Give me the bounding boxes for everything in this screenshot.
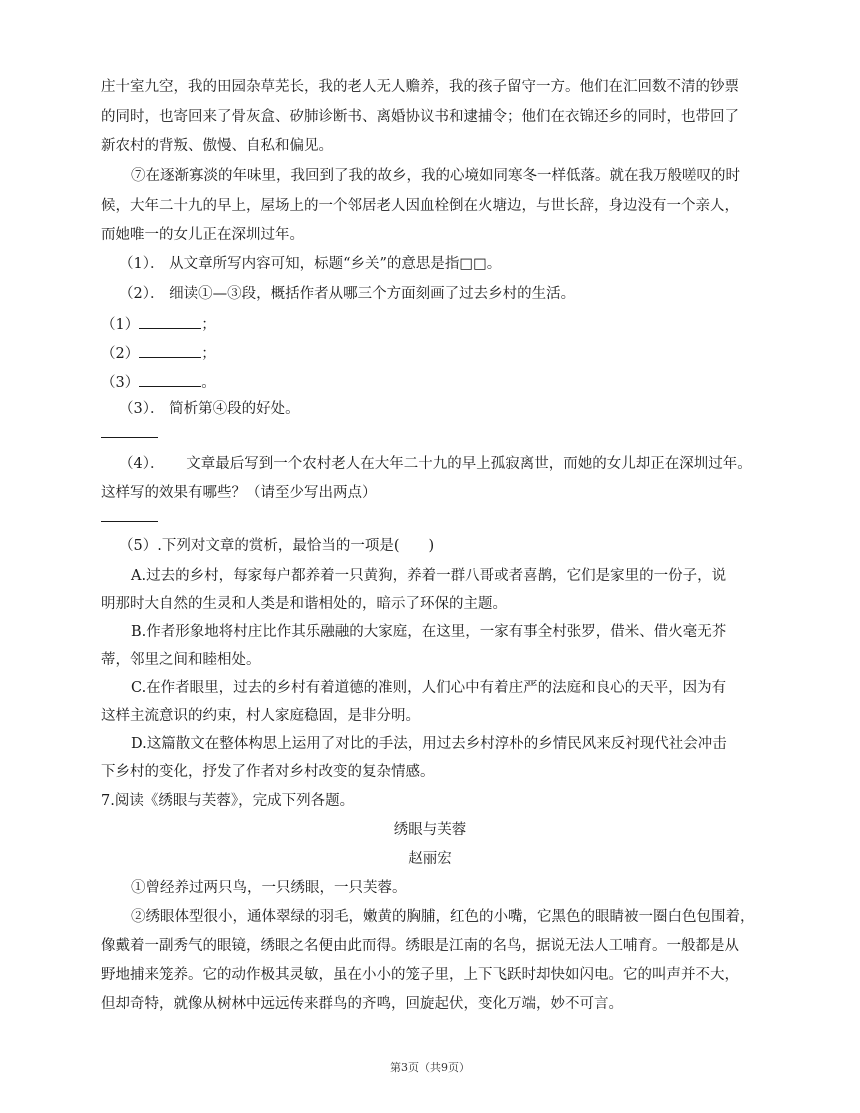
answer-prefix: （3）	[101, 375, 140, 391]
question-7: 7.阅读《绣眼与芙蓉》，完成下列各题。	[101, 793, 355, 809]
answer-suffix: 。	[201, 375, 216, 391]
answer-prefix: （1）	[101, 317, 140, 333]
answer-blank[interactable]	[139, 313, 201, 329]
option-c: C.在作者眼里，过去的乡村有着道德的准则，人们心中有着庄严的法庭和良心的天平，因为有	[131, 680, 727, 696]
article-paragraph-1: ①曾经养过两只鸟，一只绣眼，一只芙蓉。	[131, 880, 407, 896]
option-b-cont: 蒂，邻里之间和睦相处。	[101, 652, 261, 668]
answer-suffix: ；	[201, 317, 216, 333]
question-4-cont: 这样写的效果有哪些？（请至少写出两点）	[101, 485, 377, 501]
question-5: （5）.下列对文章的赏析，最恰当的一项是( )	[119, 538, 435, 554]
answer-suffix: ；	[201, 346, 216, 362]
text-line: 候，大年二十九的早上，屋场上的一个邻居老人因血栓倒在火塘边，与世长辞，身边没有一个亲人，	[101, 198, 739, 214]
answer-prefix: （2）	[101, 346, 140, 362]
article-title: 绣眼与芙蓉	[393, 822, 467, 838]
text-line: 新农村的背叛、傲慢、自私和偏见。	[101, 138, 333, 154]
question-1: （1）． 从文章所写内容可知，标题“乡关”的意思是指□□。	[119, 256, 502, 272]
answer-blank-line[interactable]	[101, 437, 158, 438]
answer-blank-line[interactable]	[101, 521, 158, 522]
text-line: 野地捕来笼养。它的动作极其灵敏，虽在小小的笼子里，上下飞跃时却快如闪电。它的叫声并不大，	[101, 967, 739, 983]
option-b: B.作者形象地将村庄比作其乐融融的大家庭，在这里，一家有事全村张罗，借米、借火毫无芥	[131, 624, 727, 640]
question-4: （4）． 文章最后写到一个农村老人在大年二十九的早上孤寂离世，而她的女儿却正在深圳过年。	[119, 456, 752, 472]
option-d: D.这篇散文在整体构思上运用了对比的手法，用过去乡村淳朴的乡情民风来反衬现代社会冲击	[131, 736, 727, 752]
option-d-cont: 下乡村的变化，抒发了作者对乡村改变的复杂情感。	[101, 764, 435, 780]
option-a: A.过去的乡村，每家每户都养着一只黄狗，养着一群八哥或者喜鹊，它们是家里的一份子，说	[131, 568, 727, 584]
article-paragraph-2: ②绣眼体型很小，通体翠绿的羽毛，嫩黄的胸脯，红色的小嘴，它黑色的眼睛被一圈白色包围着，	[131, 909, 755, 925]
article-author: 赵丽宏	[408, 851, 452, 867]
text-line: ⑦在逐渐寡淡的年味里，我回到了我的故乡，我的心境如同寒冬一样低落。就在我万般嗟叹的时	[131, 168, 740, 184]
answer-line-1	[101, 313, 216, 335]
answer-line-2	[101, 342, 216, 364]
page-footer: 第3页（共9页）	[390, 1061, 470, 1074]
text-line: 庄十室九空，我的田园杂草芜长，我的老人无人赡养，我的孩子留守一方。他们在汇回数不清的钞票	[101, 79, 739, 95]
option-a-cont: 明那时大自然的生灵和人类是和谐相处的，暗示了环保的主题。	[101, 596, 507, 612]
option-c-cont: 这样主流意识的约束，村人家庭稳固，是非分明。	[101, 708, 420, 724]
text-line: 但却奇特，就像从树林中远远传来群鸟的齐鸣，回旋起伏，变化万端，妙不可言。	[101, 996, 623, 1012]
answer-blank[interactable]	[139, 371, 201, 387]
answer-blank[interactable]	[139, 342, 201, 358]
question-3: （3）． 简析第④段的好处。	[119, 401, 300, 417]
text-line: 像戴着一副秀气的眼镜，绣眼之名便由此而得。绣眼是江南的名鸟，据说无法人工哺育。一般都是从	[101, 938, 739, 954]
text-line: 的同时，也寄回来了骨灰盒、矽肺诊断书、离婚协议书和逮捕令；他们在衣锦还乡的同时，也带回了	[101, 109, 739, 125]
question-2: （2）． 细读①—③段，概括作者从哪三个方面刻画了过去乡村的生活。	[119, 286, 576, 302]
text-line: 而她唯一的女儿正在深圳过年。	[101, 227, 304, 243]
answer-line-3	[101, 371, 216, 393]
